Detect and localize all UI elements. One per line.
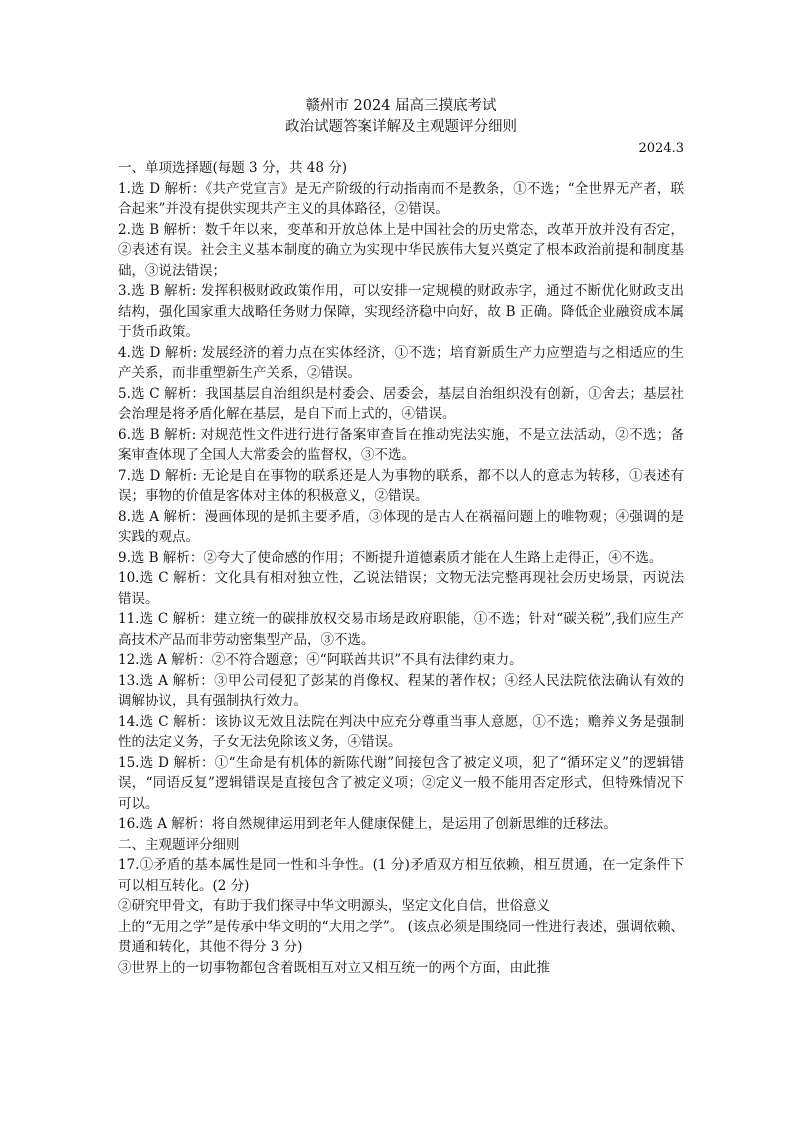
document-title: 赣州市 2024 届高三摸底考试 <box>305 98 497 114</box>
subjective-answer-item: ②研究甲骨文，有助于我们探寻中华文明源头，坚定文化自信，世俗意义 <box>118 898 550 914</box>
section-heading-subjective: 二、主观题评分细则 <box>118 836 240 853</box>
answer-item: 10.选 C 解析：文化具有相对独立性，乙说法错误；文物无法完整再现社会历史场景，丙说法错误。 <box>118 570 684 607</box>
subjective-answer-item: ③世界上的一切事物都包含着既相互对立又相互统一的两个方面，由此推 <box>118 959 550 976</box>
answer-item: 7.选 D 解析: 无论是自在事物的联系还是人为事物的联系，都不以人的意志为转移，①表述有误；事物的价值是客体对主体的积极意义，②错误。 <box>118 467 684 504</box>
document-page <box>118 96 684 978</box>
subjective-answer-item: 上的“无用之学”是传承中华文明的“大用之学”。 (该点必须是围绕同一性进行表述，强调依赖、贯通和转化，其他不得分 3 分) <box>118 918 684 955</box>
answer-item: 2.选 B 解析：数千年以来，变革和开放总体上是中国社会的历史常态，改革开放并没有否定，②表述有误。社会主义基本制度的确立为实现中华民族伟大复兴奠定了根本政治前提和制度基础，③说法错误； <box>118 221 684 279</box>
document-date: 2024.3 <box>638 141 684 156</box>
answer-item: 9.选 B 解析：②夸大了使命感的作用；不断提升道德素质才能在人生路上走得正，④不选。 <box>118 549 663 566</box>
answer-item: 12.选 A 解析：②不符合题意；④“阿联酋共识”不具有法律约束力。 <box>118 652 523 668</box>
answer-item: 11.选 C 解析：建立统一的碳排放权交易市场是政府职能，①不选；针对“碳关税”,我们应生产高技术产品而非劳动密集型产品，③不选。 <box>118 611 684 648</box>
answer-item: 14.选 C 解析：该协议无效且法院在判决中应充分尊重当事人意愿，①不选；赡养义务是强制性的法定义务，子女无法免除该义务，④错误。 <box>118 713 684 750</box>
answer-item: 4.选 D 解析: 发展经济的着力点在实体经济，①不选；培育新质生产力应塑造与之相适应的生产关系，而非重塑新生产关系，②错误。 <box>118 344 684 381</box>
answer-item: 3.选 B 解析: 发挥积极财政政策作用，可以安排一定规模的财政赤字，通过不断优化财政支出结构，强化国家重大战略任务财力保障，实现经济稳中向好，故 B 正确。降低企业融资成本属于货币政策。 <box>118 283 684 340</box>
answer-item: 15.选 D 解析：①“生命是有机体的新陈代谢”间接包含了被定义项，犯了“循环定义”的逻辑错误，“同语反复”逻辑错误是直接包含了被定义项；②定义一般不能用否定形式，但特殊情况下可以。 <box>118 754 684 812</box>
answer-item: 16.选 A 解析：将自然规律运用到老年人健康保健上，是运用了创新思维的迁移法。 <box>118 816 617 832</box>
answer-item: 6.选 B 解析: 对规范性文件进行进行备案审查旨在推动宪法实施，不是立法活动，②不选；备案审查体现了全国人大常委会的监督权，③不选。 <box>118 426 684 463</box>
answer-item: 5.选 C 解析：我国基层自治组织是村委会、居委会，基层自治组织没有创新，①舍去；基层社会治理是将矛盾化解在基层，是自下而上式的，④错误。 <box>118 385 684 422</box>
answer-item: 8.选 A 解析：漫画体现的是抓主要矛盾，③体现的是古人在祸福问题上的唯物观；④强调的是实践的观点。 <box>118 508 684 545</box>
document-subtitle: 政治试题答案详解及主观题评分细则 <box>285 119 517 135</box>
section-heading-single-choice: 一、单项选择题(每题 3 分，共 48 分) <box>118 160 347 176</box>
answer-item: 1.选 D 解析：《共产党宣言》是无产阶级的行动指南而不是教条，①不选；“全世界无产者，联合起来”并没有提供实现共产主义的具体路径，②错误。 <box>118 180 684 217</box>
answer-item: 13.选 A 解析：③甲公司侵犯了彭某的肖像权、程某的著作权；④经人民法院依法确认有效的调解协议，具有强制执行效力。 <box>118 672 684 709</box>
subjective-answer-item: 17.①矛盾的基本属性是同一性和斗争性。(1 分)矛盾双方相互依赖，相互贯通，在一定条件下可以相互转化。(2 分) <box>118 857 684 894</box>
